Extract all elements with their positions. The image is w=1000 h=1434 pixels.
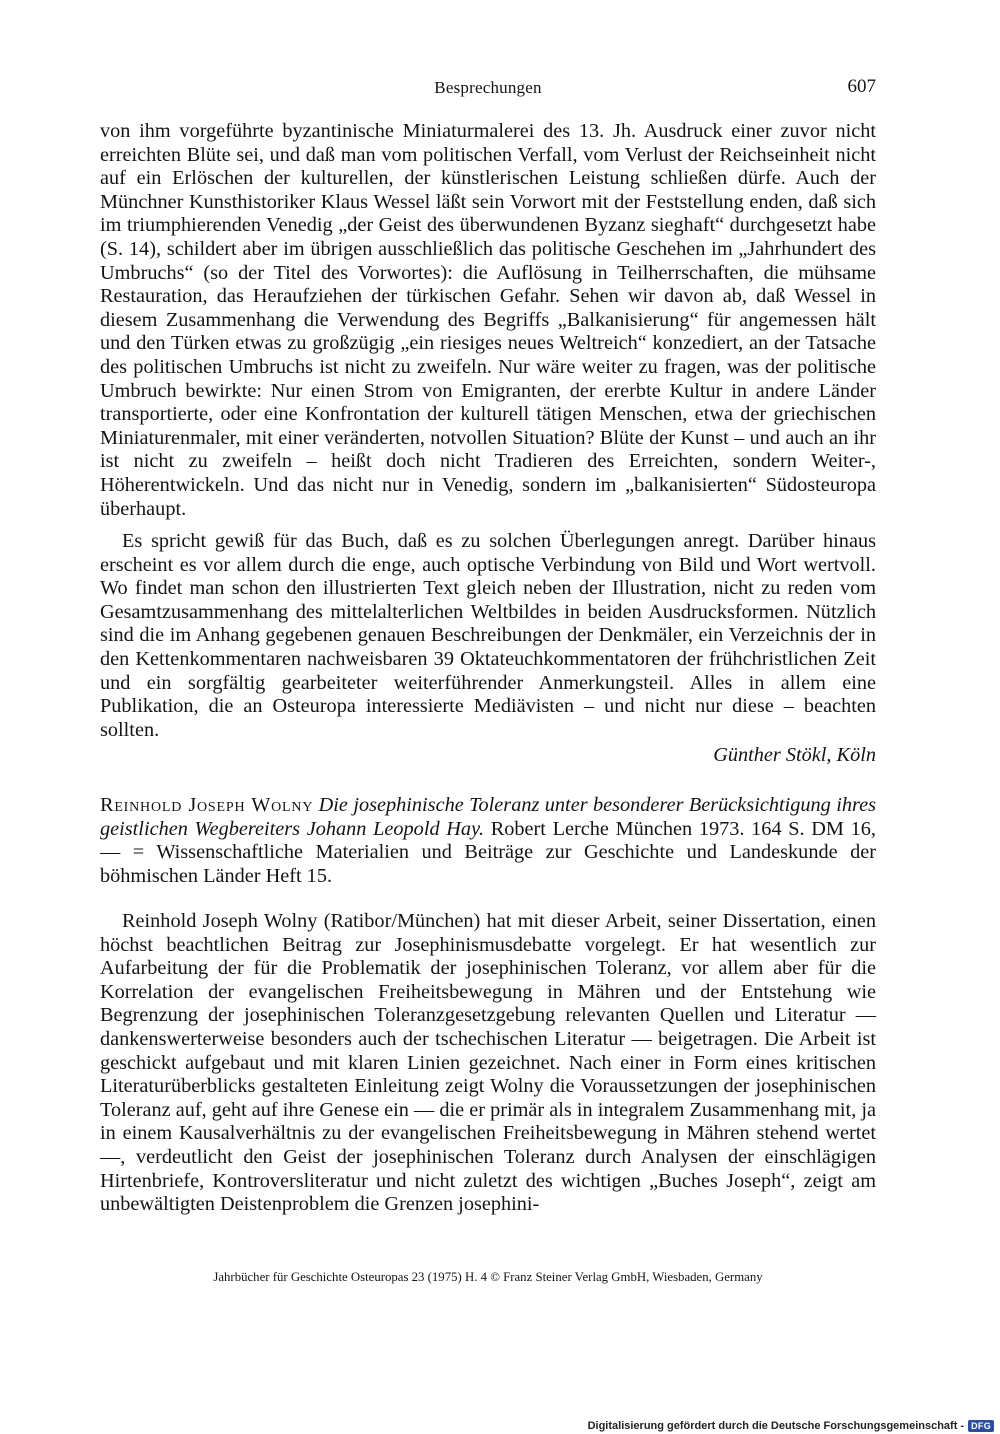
review2-citation	[100, 794, 876, 888]
review2-body	[100, 910, 876, 1217]
dfg-logo-icon: DFG	[968, 1420, 994, 1432]
digitization-note	[588, 1419, 994, 1433]
review2-details: Robert Lerche München 1973. 164 S. DM 16,— = Wissenschaftliche Materialien und Beiträge zur Geschichte und Landeskunde der böhmischen Länder Heft 15.	[100, 817, 876, 887]
page-header	[100, 78, 876, 108]
digitization-text: Digitalisierung gefördert durch die Deutsche Forschungsgemeinschaft -	[587, 1420, 965, 1432]
review1-closing	[100, 530, 876, 742]
review2-title: Die josephinische Toleranz unter besonderer Berücksichtigung ihres geistlichen Wegbereiters Johann Leopold Hay.	[100, 794, 877, 840]
review2-author: Reinhold Joseph Wolny	[100, 794, 314, 816]
review1-paragraph-2: Es spricht gewiß für das Buch, daß es zu solchen Überlegungen anregt. Darüber hinaus erscheint es vor allem durch die enge, auch optische Verbindung von Bild und Wort wertvoll. Wo findet man schon den illustrierten Text gleich neben der Illustration, nicht zu reden vom Gesamtzusammenhang des mittelalterlichen Weltbildes in beiden Ausdrucksformen. Nützlich sind die im Anhang gegebenen genauen Beschreibungen der Denkmäler, ein Verzeichnis der in den Kettenkommentaren nachweisbaren 39 Oktateuchkommentatoren der frühchristlichen Zeit und ein sorgfältig gearbeiteter weiterführender Anmerkungsteil. Alles in allem eine Publikation, die an Osteuropa interessierte Mediävisten – und nicht nur diese – beachten sollten.	[100, 530, 876, 741]
review2-paragraph-1: Reinhold Joseph Wolny (Ratibor/München) hat mit dieser Arbeit, seiner Dissertation, einen höchst beachtlichen Beitrag zur Josephinismusdebatte vorgelegt. Er hat wesentlich zur Aufarbeitung der für die Problematik der josephinischen Toleranz, vor allem aber für die Korrelation der evangelischen Freiheitsbewegung in Mähren und der Entstehung wie Begrenzung der josephinischen Toleranzgesetzgebung relevanten Quellen und Literatur — dankenswerterweise besonders auch der tschechischen Literatur — beigetragen. Die Arbeit ist geschickt aufgebaut und mit klaren Linien gezeichnet. Nach einer in Form eines kritischen Literaturüberblicks gestalteten Einleitung zeigt Wolny die Voraussetzungen der josephinischen Toleranz auf, geht auf ihre Genese ein — die er primär als in integralem Zusammenhang mit, ja in einem Kausalverhältnis zu der evangelischen Freiheitsbewegung in Mähren stehend wertet —, verdeutlicht den Geist der josephinischen Toleranz durch Analysen der einschlägigen Hirtenbriefe, Kontroversliteratur und nicht zuletzt des wichtigen „Buches Joseph“, zeigt am unbewältigten Deistenproblem die Grenzen josephini-	[100, 910, 876, 1216]
journal-footer: Jahrbücher für Geschichte Osteuropas 23 (1975) H. 4 © Franz Steiner Verlag GmbH, Wiesbaden, Germany	[213, 1270, 763, 1284]
review1-signature: Günther Stökl, Köln	[713, 744, 876, 766]
review1-paragraph-1: von ihm vorgeführte byzantinische Miniaturmalerei des 13. Jh. Ausdruck einer zuvor nicht erreichten Blüte sei, und daß man vom politischen Verfall, vom Verlust der Reichseinheit nicht auf ein Erlöschen der kulturellen, der künstlerischen Leistung schließen dürfe. Auch der Münchner Kunsthistoriker Klaus Wessel läßt sein Vorwort mit der Feststellung enden, daß sich im triumphierenden Venedig „der Geist des überwundenen Byzanz sieghaft“ durchgesetzt habe (S. 14), schildert aber im übrigen ausschließlich das politische Geschehen im „Jahrhundert des Umbruchs“ (so der Titel des Vorwortes): die Auflösung in Teilherrschaften, die mühsame Restauration, das Heraufziehen der türkischen Gefahr. Sehen wir davon ab, daß Wessel in diesem Zusammenhang die Verwendung des Begriffs „Balkanisierung“ für angemessen hält und den Türken etwas zu großzügig „ein riesiges neues Weltreich“ konzediert, an der Tatsache des politischen Umbruchs ist nicht zu zweifeln. Nur wäre weiter zu fragen, was der politische Umbruch bewirkte: Nur einen Strom von Emigranten, der ererbte Kultur in andere Länder transportierte, oder eine Konfrontation der kulturell tätigen Menschen, etwa der griechischen Miniaturenmaler, mit einer veränderten, notvollen Situation? Blüte der Kunst – und auch an ihr ist nicht zu zweifeln – heißt doch nicht Tradieren des Erreichten, sondern Weiter-, Höherentwickeln. Und das nicht nur in Venedig, sondern im „balkanisierten“ Südosteuropa überhaupt.	[100, 120, 876, 520]
running-head: Besprechungen	[434, 78, 542, 97]
page-number: 607	[847, 76, 876, 97]
review1-body	[100, 120, 876, 521]
